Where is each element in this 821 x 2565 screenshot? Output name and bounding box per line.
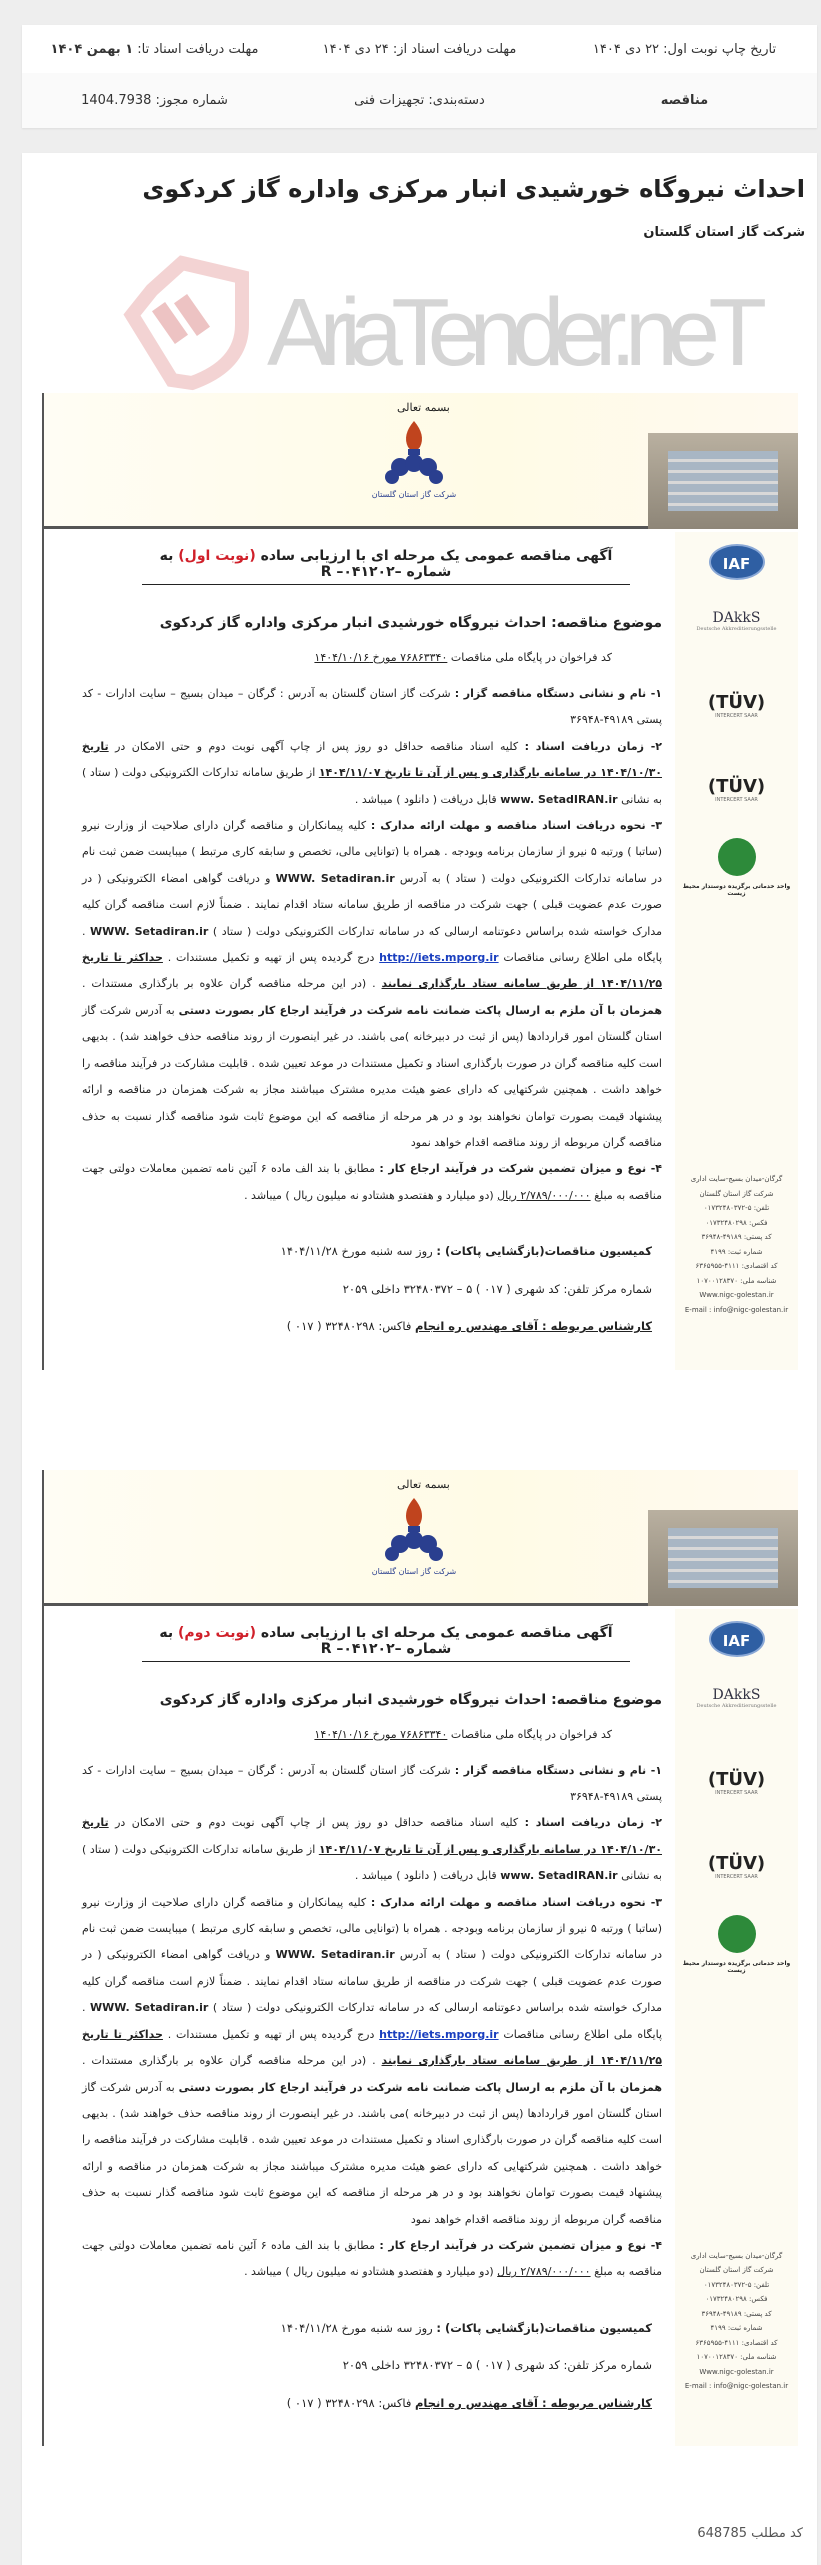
text-segment: WWW. Setadiran.ir <box>275 871 395 885</box>
watermark-text: AriaTender.neT <box>267 279 767 386</box>
announcement-items <box>82 681 662 1209</box>
text-segment: شماره مرکز تلفن: کد شهری ( ۰۱۷ ) ۵ – ۳۲۴۸۰۳۷۲ داخلی ۲۰۵۹ <box>342 2358 652 2373</box>
svg-text:شرکت گاز استان گلستان: شرکت گاز استان گلستان <box>371 490 457 499</box>
heading-text: آگهی مناقصه عمومی یک مرحله ای با ارزیابی ساده <box>260 1624 613 1641</box>
text-segment: و دریافت گواهی امضاء الکترونیکی ( در صورت عدم عضویت قبلی ) جهت شرکت در مناقصه از طریق سامانه ستاد اقدام نمایند . ضمناً لازم است مناقصه گران کلیه مدارک خواسته شده براساس دعوتنامه ارسالی که در سامانه تدارکات الکترونیکی دولت ( ستاد ) <box>82 871 662 938</box>
tender-number: به شماره –۰۴۱۲۰۲– R <box>159 1624 452 1657</box>
notice-paragraph <box>82 1271 652 1309</box>
contact-info <box>675 2249 798 2394</box>
text-segment: ۴- نوع و میزان تضمین شرکت در فرآیند ارجاع کار : <box>379 1162 663 1176</box>
text-segment: ۲- زمان دریافت اسناد : <box>524 739 662 753</box>
announcement-items <box>82 1758 662 2286</box>
category: دسته‌بندی: تجهیزات فنی <box>354 93 485 108</box>
text-segment: درج گردیده پس از تهیه و تکمیل مستندات . <box>162 951 380 965</box>
contact-line: کد اقتصادی: ۴۱۱۱-۶۳۶۵۹۵۵ <box>695 1262 778 1270</box>
text-segment: www. SetadIRAN.ir <box>500 1869 618 1883</box>
text-segment: ۴- نوع و میزان تضمین شرکت در فرآیند ارجاع کار : <box>379 2238 663 2252</box>
contact-line: فکس: ۰۱۷۳۲۴۸۰۲۹۸ <box>705 1218 768 1227</box>
text-segment: مطابق با بند الف ماده ۶ آئین نامه تضمین معاملات دولتی جهت مناقصه به مبلغ <box>82 2238 662 2279</box>
text-segment: همزمان با آن ملزم به ارسال پاکت ضمانت نامه شرکت در فرآیند ارجاع کار بصورت دستی <box>178 2080 662 2094</box>
text-segment: ۱- نام و نشانی دستگاه مناقصه گزار : <box>454 687 662 700</box>
notice-paragraph <box>82 2347 652 2385</box>
tender-portal-link[interactable]: http://iets.mporg.ir <box>379 951 499 965</box>
text-segment: . پایگاه ملی اطلاع رسانی مناقصات <box>82 924 663 965</box>
docs-from-date: مهلت دریافت اسناد از: ۲۴ دی ۱۴۰۴ <box>322 41 517 57</box>
text-segment: ۱- نام و نشانی دستگاه مناقصه گزار : <box>454 1763 662 1777</box>
dakks-logo-icon: DAkkS Deutsche Akkreditierungsstelle <box>696 1686 777 1709</box>
tender-info-card <box>22 25 817 128</box>
text-segment: ۲- زمان دریافت اسناد : <box>524 1816 662 1830</box>
text-segment: تاریخ ۱۴۰۴/۱۰/۳۰ در سامانه بارگذاری و پس از آن تا تاریخ ۱۴۰۴/۱۱/۰۷ <box>82 739 662 780</box>
text-segment: ۷۶۸۶۳۳۴۰ مورخ ۱۴۰۴/۱۰/۱۶ <box>314 1727 448 1741</box>
contact-info <box>675 1172 798 1317</box>
notice-paragraph <box>82 1810 662 1889</box>
text-segment: ۳- نحوه دریافت اسناد مناقصه و مهلت ارائه مدارک : <box>370 819 662 833</box>
tender-type: مناقصه <box>660 93 709 108</box>
text-segment: کارشناس مربوطه : آقای مهندس ره انجام <box>415 2395 652 2410</box>
headquarters-photo <box>648 1510 798 1606</box>
docs-to-date <box>22 42 287 57</box>
contact-line: تلفن: ۵-۰۱۷۳۲۴۸۰۳۷۲ <box>703 1204 770 1212</box>
contact-line: کد اقتصادی: ۴۱۱۱-۶۳۶۵۹۵۵ <box>695 2338 778 2347</box>
first-print-date: تاریخ چاپ نوبت اول: ۲۲ دی ۱۴۰۴ <box>592 41 777 57</box>
text-segment: از طریق سامانه تدارکات الکترونیکی دولت ( ستاد ) به نشانی <box>82 766 662 806</box>
text-segment: کلیه اسناد مناقصه حداقل دو روز پس از چاپ آگهی نوبت دوم و حتی الامکان در <box>108 739 525 753</box>
text-segment: (دو میلیارد و هفتصدو هشتادو نه میلیون ریال ) میباشد . <box>244 2265 498 2279</box>
announcement-image <box>42 393 798 1370</box>
call-code <box>82 649 662 667</box>
docs-to-label: مهلت دریافت اسناد تا: <box>137 41 259 57</box>
text-segment: قابل دریافت ( دانلود ) میباشد . <box>354 1869 501 1883</box>
text-segment: تاریخ ۱۴۰۴/۱۰/۳۰ در سامانه بارگذاری و پس از آن تا تاریخ ۱۴۰۴/۱۱/۰۷ <box>82 1816 662 1856</box>
bismillah: بسمه تعالی <box>397 1477 450 1491</box>
tuv-logo-icon: (TÜV) INTERCERT SAAR <box>707 692 766 719</box>
contact-line: Www.nigc-golestan.ir <box>699 2367 774 2376</box>
text-segment: از طریق سامانه تدارکات الکترونیکی دولت ( ستاد ) به نشانی <box>82 1842 662 1883</box>
text-segment: کلیه پیمانکاران و مناقصه گران دارای صلاحیت از وزارت نیرو (ساتبا ) ورتبه ۵ نیرو از سازمان برنامه وبودجه . همراه با (توانایی مالی، تخصص و سابقه کاری مرتبط ) میبایست ضمن ثبت نام در سامانه تدارکات الکترونیکی دولت ( ستاد ) به آدرس <box>82 1895 662 1962</box>
contact-line: گرگان-میدان بسیج-سایت اداری <box>690 2251 783 2260</box>
contact-line: شماره ثبت: ۴۱۹۹ <box>710 2324 763 2333</box>
text-segment: کلیه پیمانکاران و مناقصه گران دارای صلاحیت از وزارت نیرو (ساتبا ) ورتبه ۵ نیرو از سازمان برنامه وبودجه . همراه با (توانایی مالی، تخصص و سابقه کاری مرتبط ) میبایست ضمن ثبت نام در سامانه تدارکات الکترونیکی دولت ( ستاد ) به آدرس <box>82 819 662 885</box>
text-segment: (دو میلیارد و هفتصدو هشتادو نه میلیون ریال ) میباشد . <box>244 1188 498 1202</box>
text-segment: ۲/۷۸۹/۰۰۰/۰۰۰ ریال <box>497 1188 591 1202</box>
text-segment: . پایگاه ملی اطلاع رسانی مناقصات <box>82 2001 663 2041</box>
text-segment: . (در این مرحله مناقصه گران علاوه بر بارگذاری مستندات . <box>82 2054 382 2068</box>
iaf-logo-icon: IAF <box>675 544 798 580</box>
contact-line: گرگان-میدان بسیج-سایت اداری <box>690 1175 783 1183</box>
environment-logo-icon: واحد خدماتی برگزیده دوستدار محیط زیست <box>675 1915 798 1974</box>
announcement-heading <box>142 1625 630 1662</box>
text-segment: کلیه اسناد مناقصه حداقل دو روز پس از چاپ آگهی نوبت دوم و حتی الامکان در <box>108 1816 525 1830</box>
text-segment: ۷۶۸۶۳۳۴۰ مورخ ۱۴۰۴/۱۰/۱۶ <box>314 651 448 664</box>
contact-line: شرکت گاز استان گلستان <box>699 2266 774 2275</box>
text-segment: حداکثر تا تاریخ ۱۴۰۴/۱۱/۲۵ از طریق سامانه ستاد بارگذاری نمایند <box>82 2027 662 2068</box>
article-code: کد مطلب 648785 <box>697 2526 803 2542</box>
tuv-logo-icon: (TÜV) INTERCERT SAAR <box>707 1768 766 1796</box>
text-segment: همزمان با آن ملزم به ارسال پاکت ضمانت نامه شرکت در فرآیند ارجاع کار بصورت دستی <box>178 1003 662 1017</box>
notice-paragraph <box>82 1308 652 1346</box>
text-segment: مطابق با بند الف ماده ۶ آئین نامه تضمین معاملات دولتی جهت مناقصه به مبلغ <box>82 1162 662 1202</box>
contact-line: شناسه ملی: ۱۰۷۰۰۱۲۸۳۷۰ <box>696 2353 777 2362</box>
text-segment: روز سه شنبه مورخ ۱۴۰۴/۱۱/۲۸ <box>280 1244 437 1259</box>
text-segment: کد فراخوان در پایگاه ملی مناقصات <box>447 651 612 664</box>
text-segment: WWW. Setadiran.ir <box>275 1948 395 1962</box>
notice-paragraph <box>82 2385 652 2423</box>
notice-paragraph <box>82 734 662 813</box>
page-title: احداث نیروگاه خورشیدی انبار مرکزی واداره گاز کردکوی <box>142 175 805 203</box>
tender-subject: موضوع مناقصه: احداث نیروگاه خورشیدی انبار مرکزی واداره گاز کردکوی <box>159 1691 662 1708</box>
contact-line: E-mail : info@nigc-golestan.ir <box>684 2382 789 2391</box>
contact-line: E-mail : info@nigc-golestan.ir <box>684 1305 789 1314</box>
iaf-logo-icon: IAF <box>675 1621 798 1657</box>
announcement-body <box>82 393 662 1346</box>
text-segment: کد فراخوان در پایگاه ملی مناقصات <box>447 1727 612 1741</box>
text-segment: کمیسیون مناقصات(بازگشایی پاکات) : <box>436 1244 652 1259</box>
contact-line: کد پستی: ۴۹۱۸۹-۳۶۹۴۸ <box>701 1233 772 1241</box>
notice-paragraph <box>82 813 662 1156</box>
info-row-meta <box>22 73 817 128</box>
headquarters-photo <box>648 433 798 529</box>
text-segment: کمیسیون مناقصات(بازگشایی پاکات) : <box>436 2320 652 2335</box>
text-segment: به آدرس شرکت گاز استان گلستان امور قراردادها (پس از ثبت در دبیرخانه )می باشند. در غیر اینصورت از روند مناقصه حذف خواهند شد) . بدیهی است کلیه مناقصه گران در صورت بارگذاری اسناد و تکمیل مستندات در موعد تعیین شده . قابلیت مشارکت در فرآیند مناقصه را خواهد داشت . همچنین شرکتهایی که دارای عضو هیئت مدیره مشترک میباشند مجاز به شرکت همزمان در مناقصه و ارائه پیشنهاد قیمت بصورت توامان نخواهند بود و در هر مرحله از مناقصه که این موضوع ثابت شود مناقصه گذار نسبت به حذف مناقصه گران مربوطه از روند مناقصه اقدام خواهد نمود <box>82 1003 662 1149</box>
certification-sidebar <box>675 532 798 1370</box>
call-code <box>82 1726 662 1744</box>
contact-line: شماره ثبت: ۴۱۹۹ <box>710 1247 763 1256</box>
contact-line: Www.nigc-golestan.ir <box>699 1291 774 1299</box>
text-segment: به آدرس شرکت گاز استان گلستان امور قراردادها (پس از ثبت در دبیرخانه )می باشند. در غیر اینصورت از روند مناقصه حذف خواهند شد) . بدیهی است کلیه مناقصه گران در صورت بارگذاری اسناد و تکمیل مستندات در موعد تعیین شده . قابلیت مشارکت در فرآیند مناقصه را خواهد داشت . همچنین شرکتهایی که دارای عضو هیئت مدیره مشترک میباشند مجاز به شرکت همزمان در مناقصه و ارائه پیشنهاد قیمت بصورت توامان نخواهند بود و در هر مرحله از مناقصه که این موضوع ثابت شود مناقصه گذار نسبت به حذف مناقصه گران مربوطه از روند مناقصه اقدام خواهد نمود <box>82 2080 662 2226</box>
text-segment: قابل دریافت ( دانلود ) میباشد . <box>354 792 501 806</box>
text-segment: درج گردیده پس از تهیه و تکمیل مستندات . <box>162 2027 380 2041</box>
dakks-logo-icon: DAkkS Deutsche Akkreditierungsstelle <box>696 610 777 632</box>
docs-to-value: ۱ بهمن ۱۴۰۴ <box>50 41 134 57</box>
notice-paragraph <box>82 1156 662 1209</box>
round-label: (نوبت اول) <box>178 548 256 564</box>
round-label: (نوبت دوم) <box>178 1624 256 1641</box>
contact-line: شناسه ملی: ۱۰۷۰۰۱۲۸۳۷۰ <box>696 1276 777 1285</box>
notice-paragraph <box>82 1890 662 2233</box>
announcement-contact-block <box>82 2310 662 2423</box>
announcement-contact-block <box>82 1233 662 1346</box>
text-segment: فاکس: ۳۲۴۸۰۲۹۸ ( ۰۱۷ ) <box>286 2395 415 2410</box>
text-segment: ۲/۷۸۹/۰۰۰/۰۰۰ ریال <box>497 2265 591 2279</box>
text-segment: شماره مرکز تلفن: کد شهری ( ۰۱۷ ) ۵ – ۳۲۴۸۰۳۷۲ داخلی ۲۰۵۹ <box>342 1281 652 1296</box>
text-segment: کارشناس مربوطه : آقای مهندس ره انجام <box>415 1319 652 1334</box>
text-segment: ۳- نحوه دریافت اسناد مناقصه و مهلت ارائه مدارک : <box>370 1895 662 1909</box>
contact-line: شرکت گاز استان گلستان <box>699 1189 774 1198</box>
text-segment: شرکت گاز استان گلستان به آدرس : گرگان – میدان بسیج – سایت ادارات - کد پستی ۴۹۱۸۹-۳۶۹۴۸ <box>82 687 662 727</box>
svg-text:شرکت گاز استان گلستان: شرکت گاز استان گلستان <box>371 1566 457 1576</box>
announcement-heading <box>142 548 630 585</box>
text-segment: . (در این مرحله مناقصه گران علاوه بر بارگذاری مستندات . <box>82 977 382 991</box>
announcement-body <box>82 1470 662 2423</box>
text-segment: شرکت گاز استان گلستان به آدرس : گرگان – میدان بسیج – سایت ادارات - کد پستی ۴۹۱۸۹-۳۶۹۴۸ <box>82 1763 662 1804</box>
tender-portal-link[interactable]: http://iets.mporg.ir <box>379 2027 499 2041</box>
permit-number: شماره مجوز: 1404.7938 <box>81 93 228 108</box>
info-row-dates <box>22 25 817 73</box>
contact-line: کد پستی: ۴۹۱۸۹-۳۶۹۴۸ <box>701 2309 772 2318</box>
certification-sidebar <box>675 1609 798 2447</box>
heading-text: آگهی مناقصه عمومی یک مرحله ای با ارزیابی ساده <box>260 548 613 564</box>
contact-line: فکس: ۰۱۷۳۲۴۸۰۲۹۸ <box>705 2295 768 2304</box>
text-segment: WWW. Setadiran.ir <box>90 2001 209 2015</box>
text-segment: WWW. Setadiran.ir <box>90 924 209 938</box>
environment-logo-icon: واحد خدماتی برگزیده دوستدار محیط زیست <box>675 838 798 897</box>
notice-paragraph <box>82 1758 662 1811</box>
bismillah: بسمه تعالی <box>397 401 450 414</box>
contact-line: تلفن: ۵-۰۱۷۳۲۴۸۰۳۷۲ <box>703 2280 770 2289</box>
tender-subject: موضوع مناقصه: احداث نیروگاه خورشیدی انبار مرکزی واداره گاز کردکوی <box>159 615 662 631</box>
announcement-image <box>42 1470 798 2447</box>
text-segment: و دریافت گواهی امضاء الکترونیکی ( در صورت عدم عضویت قبلی ) جهت شرکت در مناقصه از طریق سامانه ستاد اقدام نمایند . ضمناً لازم است مناقصه گران کلیه مدارک خواسته شده براساس دعوتنامه ارسالی که در سامانه تدارکات الکترونیکی دولت ( ستاد ) <box>82 1948 662 2015</box>
tender-number: به شماره –۰۴۱۲۰۲– R <box>159 548 452 580</box>
notice-paragraph <box>82 681 662 734</box>
notice-paragraph <box>82 2310 652 2348</box>
watermark-logo <box>92 255 792 385</box>
company-name: شرکت گاز استان گلستان <box>643 225 805 240</box>
tuv-logo-icon: (TÜV) INTERCERT SAAR <box>707 1852 766 1880</box>
text-segment: حداکثر تا تاریخ ۱۴۰۴/۱۱/۲۵ از طریق سامانه ستاد بارگذاری نمایند <box>82 951 662 991</box>
notice-paragraph <box>82 2233 662 2286</box>
tender-detail-card <box>22 153 817 2565</box>
text-segment: روز سه شنبه مورخ ۱۴۰۴/۱۱/۲۸ <box>280 2320 437 2335</box>
tuv-logo-icon: (TÜV) INTERCERT SAAR <box>707 776 766 803</box>
text-segment: فاکس: ۳۲۴۸۰۲۹۸ ( ۰۱۷ ) <box>286 1319 415 1334</box>
text-segment: www. SetadIRAN.ir <box>500 792 618 806</box>
notice-paragraph <box>82 1233 652 1271</box>
